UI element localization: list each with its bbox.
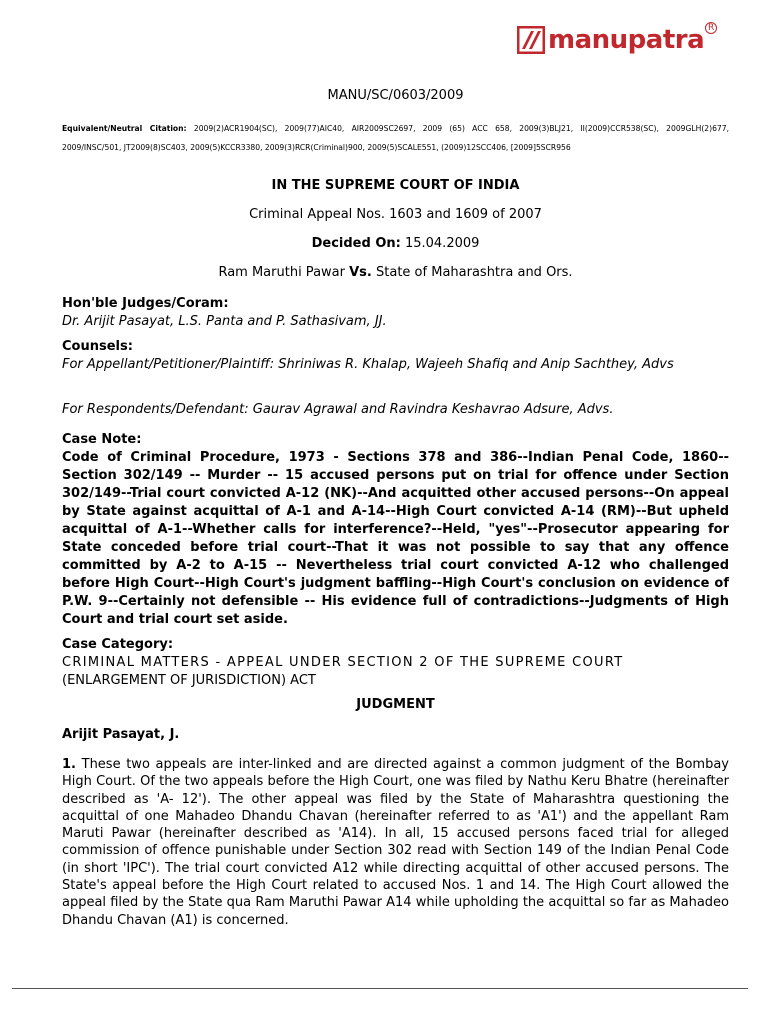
case-note-section	[62, 431, 729, 629]
footer-divider	[12, 988, 748, 989]
case-parties	[62, 265, 729, 280]
judgment-author: Arijit Pasayat, J.	[62, 727, 180, 742]
counsels-section	[62, 338, 729, 374]
paragraph-text: These two appeals are inter-linked and are directed against a common judgment of the Bombay High Court. Of the two appeals before the High Court, one was filed by Nathu Keru Bhatre (hereinafter described as 'A- 12'). The other appeal was filed by the State of Maharashtra questioning the acquittal of one Mahadeo Dhandu Chavan (hereinafter referred to as 'A1') and the appellant Ram Maruti Pawar (hereinafter described as 'A14). In all, 15 accused persons faced trial for alleged commission of offence punishable under Section 302 read with Section 149 of the Indian Penal Code (in short 'IPC'). The trial court convicted A12 while directing acquittal of other accused persons. The State's appeal before the High Court related to accused Nos. 1 and 14. The High Court allowed the appeal filed by the State qua Ram Maruthi Pawar A14 while upholding the acquittal so far as Mahadeo Dhandu Chavan (A1) is concerned.	[62, 757, 729, 928]
manupatra-logo	[517, 24, 717, 56]
decided-label: Decided On:	[311, 236, 401, 251]
judges-section	[62, 295, 729, 331]
case-category-line2: (ENLARGEMENT OF JURISDICTION) ACT	[62, 673, 316, 688]
court-name: IN THE SUPREME COURT OF INDIA	[271, 178, 520, 193]
respondent-name: State of Maharashtra and Ors.	[376, 265, 573, 280]
versus-label: Vs.	[349, 265, 372, 280]
citation-text: 2009(2)ACR1904(SC), 2009(77)AIC40, AIR2009SC2697, 2009 (65) ACC 658, 2009(3)BLJ21, II(2009)CCR538(SC), 2009GLH(2)677, 2009/INSC/501, JT2009(8)SC403, 2009(5)KCCR3380, 2009(3)RCR(Criminal)900, 2009(5)SCALE551, (2009)12SCC406, [2009]5SCR956	[62, 124, 729, 152]
appeal-number: Criminal Appeal Nos. 1603 and 1609 of 2007	[249, 207, 542, 222]
paragraph-1	[62, 756, 729, 929]
manupatra-mark-icon	[517, 26, 545, 54]
judgment-heading: JUDGMENT	[356, 697, 435, 712]
decided-on	[62, 236, 729, 251]
counsels-label: Counsels:	[62, 339, 133, 354]
citation-label: Equivalent/Neutral Citation:	[62, 124, 187, 133]
judges-label: Hon'ble Judges/Coram:	[62, 296, 229, 311]
counsel-respondent: For Respondents/Defendant: Gaurav Agrawal and Ravindra Keshavrao Adsure, Advs.	[62, 402, 614, 417]
case-category-label: Case Category:	[62, 637, 174, 652]
paragraph-number: 1.	[62, 757, 76, 772]
case-category-section	[62, 636, 729, 690]
equivalent-citation	[62, 119, 729, 157]
case-category-line1: CRIMINAL MATTERS - APPEAL UNDER SECTION 2 OF THE SUPREME COURT	[62, 655, 624, 670]
decided-date: 15.04.2009	[404, 236, 480, 251]
case-note-text: Code of Criminal Procedure, 1973 - Sections 378 and 386--Indian Penal Code, 1860--Section 302/149 -- Murder -- 15 accused persons put on trial for offence under Section 302/149--Trial court convicted A-12 (NK)--And acquitted other accused persons--On appeal by State against acquittal of A-1 and A-14--High Court convicted A-14 (RM)--But upheld acquittal of A-1--Whether calls for interference?--Held, "yes"--Prosecutor appearing for State conceded before trial court--That it was not possible to say that any offence committed by A-2 to A-15 -- Nevertheless trial court convicted A-12 who challenged before High Court--High Court's judgment baffling--High Court's conclusion on evidence of P.W. 9--Certainly not defensible -- His evidence full of contradictions--Judgments of High Court and trial court set aside.	[62, 450, 729, 627]
brand-name: manupatra	[548, 25, 705, 55]
judges-names: Dr. Arijit Pasayat, L.S. Panta and P. Sathasivam, JJ.	[62, 314, 387, 329]
counsel-appellant: For Appellant/Petitioner/Plaintiff: Shriniwas R. Khalap, Wajeeh Shafiq and Anip Sachthey, Advs	[62, 357, 674, 372]
manu-citation-id: MANU/SC/0603/2009	[327, 88, 464, 103]
registered-mark: R	[705, 22, 717, 34]
appellant-name: Ram Maruthi Pawar	[218, 265, 345, 280]
case-note-label: Case Note:	[62, 432, 142, 447]
